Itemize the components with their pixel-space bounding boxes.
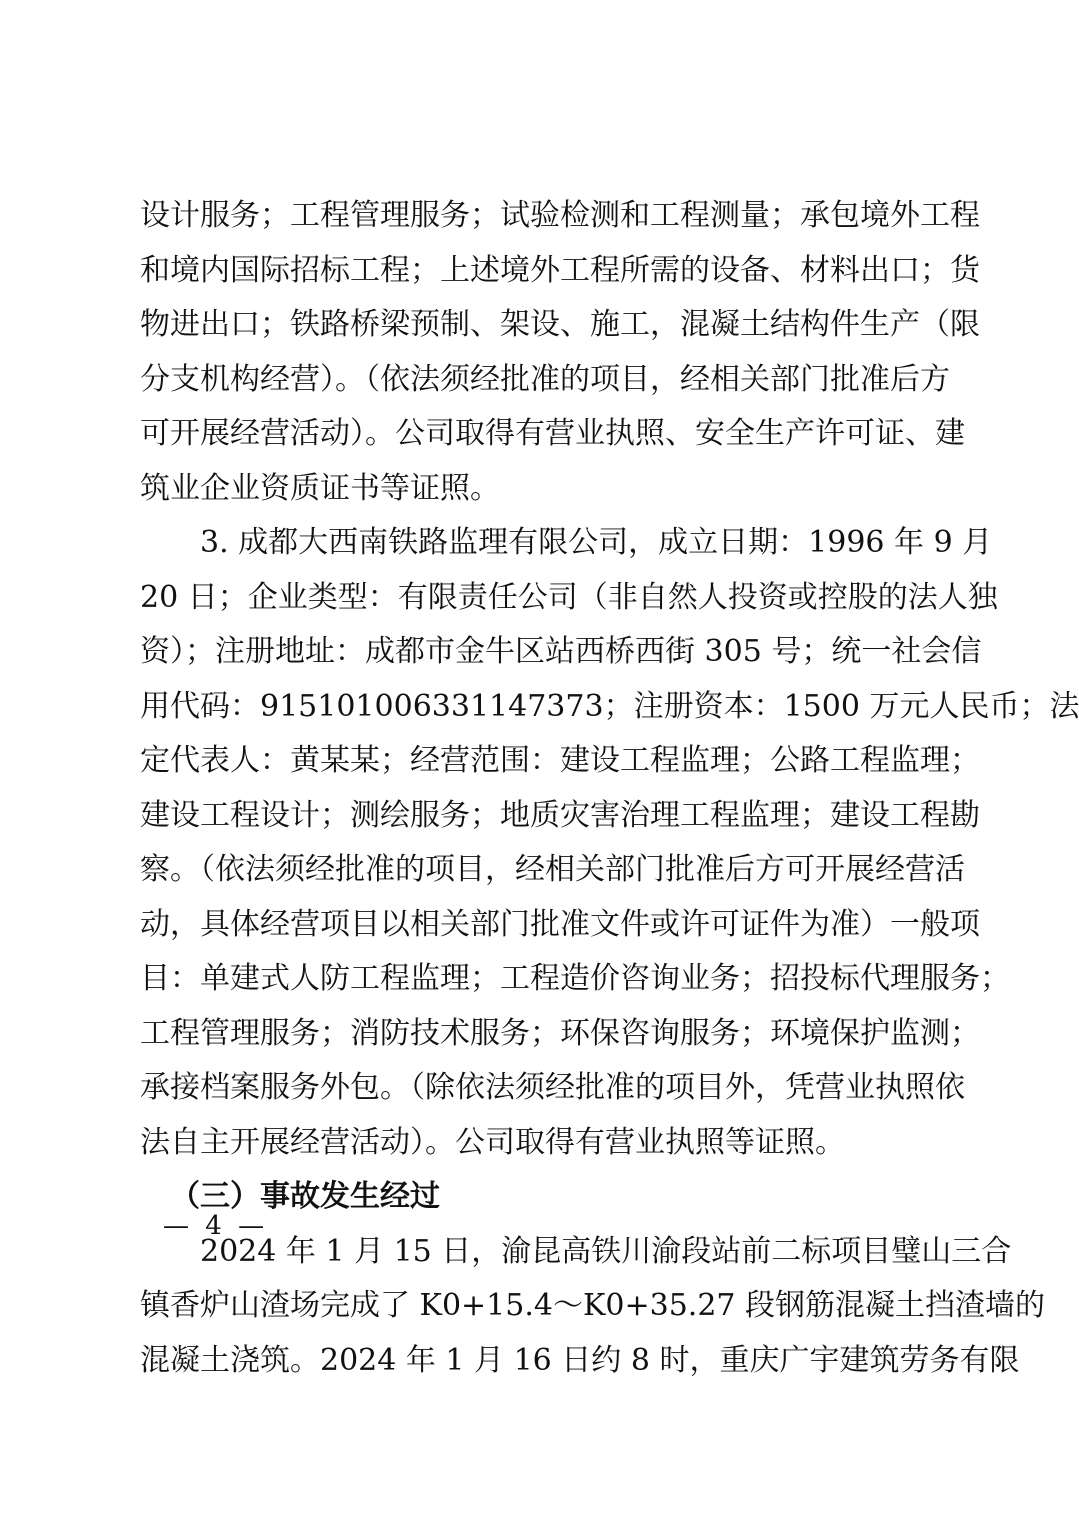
section-heading: （三）事故发生经过 bbox=[170, 1179, 440, 1214]
text-line: 可开展经营活动）。公司取得有营业执照、安全生产许可证、建 bbox=[140, 416, 965, 451]
text-line: 目：单建式人防工程监理；工程造价咨询业务；招投标代理服务； bbox=[140, 961, 1010, 996]
text-line: 分支机构经营）。（依法须经批准的项目，经相关部门批准后方 bbox=[140, 361, 950, 397]
text-line: 动，具体经营项目以相关部门批准文件或许可证件为准）一般项 bbox=[140, 906, 980, 942]
text-line: 物进出口；铁路桥梁预制、架设、施工，混凝土结构件生产（限 bbox=[140, 307, 980, 342]
text-line: 混凝土浇筑。2024 年 1 月 16 日约 8 时，重庆广宇建筑劳务有限 bbox=[140, 1342, 1020, 1378]
text-line: 工程管理服务；消防技术服务；环保咨询服务；环境保护监测； bbox=[140, 1015, 980, 1051]
text-line: 资）；注册地址：成都市金牛区站西桥西街 305 号；统一社会信 bbox=[140, 634, 982, 669]
text-line: 筑业企业资质证书等证照。 bbox=[140, 470, 500, 506]
text-line: 和境内国际招标工程；上述境外工程所需的设备、材料出口；货 bbox=[140, 252, 980, 288]
text-line: 用代码：915101006331147373；注册资本：1500 万元人民币；法 bbox=[140, 688, 1079, 724]
text-line: 定代表人：黄某某；经营范围：建设工程监理；公路工程监理； bbox=[140, 743, 980, 778]
paragraph-start-line: 3. 成都大西南铁路监理有限公司，成立日期：1996 年 9 月 bbox=[200, 525, 993, 560]
text-line: 建设工程设计；测绘服务；地质灾害治理工程监理；建设工程勘 bbox=[140, 797, 980, 833]
text-line: 设计服务；工程管理服务；试验检测和工程测量；承包境外工程 bbox=[140, 198, 980, 233]
text-line: 察。（依法须经批准的项目，经相关部门批准后方可开展经营活 bbox=[140, 852, 965, 887]
text-line: 法自主开展经营活动）。公司取得有营业执照等证照。 bbox=[140, 1124, 845, 1160]
text-line: 承接档案服务外包。（除依法须经批准的项目外，凭营业执照依 bbox=[140, 1070, 965, 1105]
page-number: — 4 — bbox=[163, 1211, 269, 1241]
text-line: 20 日；企业类型：有限责任公司（非自然人投资或控股的法人独 bbox=[140, 579, 998, 615]
paragraph-start-line: 2024 年 1 月 15 日，渝昆高铁川渝段站前二标项目璧山三合 bbox=[200, 1233, 1012, 1269]
text-line: 镇香炉山渣场完成了 K0+15.4～K0+35.27 段钢筋混凝土挡渣墙的 bbox=[140, 1288, 1046, 1323]
